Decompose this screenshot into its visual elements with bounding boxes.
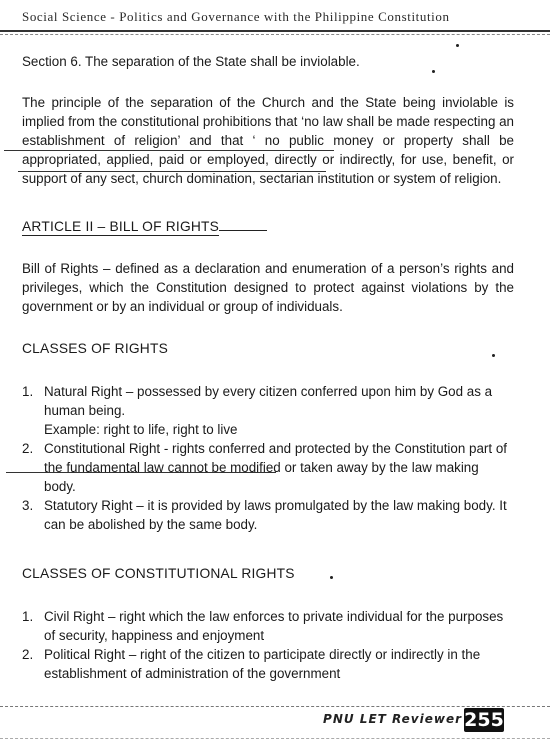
section-6-heading: Section 6. The separation of the State shall be inviolable.: [22, 54, 360, 69]
classes-of-constitutional-rights-heading: CLASSES OF CONSTITUTIONAL RIGHTS: [22, 566, 295, 581]
footer-rule: [0, 706, 550, 707]
list-term: Constitutional Right: [44, 441, 161, 456]
handwritten-underline: [18, 171, 326, 172]
classes-of-rights-heading: CLASSES OF RIGHTS: [22, 341, 168, 356]
list-number: 3.: [22, 498, 34, 513]
list-example: Example: right to life, right to live: [44, 422, 238, 437]
classes-of-constitutional-rights-list: [22, 607, 514, 683]
footer-brand: PNU LET Reviewer: [323, 712, 462, 726]
classes-of-rights-list: [22, 382, 514, 534]
list-term: Civil Right: [44, 609, 105, 624]
header-rule-secondary: [0, 34, 550, 35]
scan-speck: [492, 354, 495, 357]
scan-speck: [330, 576, 333, 579]
bill-of-rights-paragraph: Bill of Rights – defined as a declaration and enumeration of a person’s rights and privileges, which the Constitution designed to protect against violations by the government or by an individual or group of individuals.: [22, 261, 514, 314]
handwritten-strike: [6, 472, 276, 473]
list-number: 2.: [22, 441, 34, 456]
list-item: [22, 496, 514, 534]
page-number-badge: 255: [464, 709, 504, 731]
scan-speck: [432, 70, 435, 73]
list-text: – right which the law enforces to private individual for the purposes of security, happiness and enjoyment: [44, 609, 504, 643]
handwritten-underline: [4, 150, 334, 151]
list-number: 1.: [22, 384, 34, 399]
header-rule: [0, 30, 550, 32]
article-ii-title: ARTICLE II – BILL OF RIGHTS: [22, 219, 220, 234]
list-term: Political Right: [44, 647, 126, 662]
list-item: [22, 645, 514, 683]
list-term: Statutory Right: [44, 498, 133, 513]
list-term: Natural Right: [44, 384, 123, 399]
list-text: – it is provided by laws promulgated by the law making body. It can be abolished by the same body.: [44, 498, 507, 532]
article-title-rule: [219, 218, 267, 231]
list-item: [22, 607, 514, 645]
footer-rule-secondary: [0, 738, 550, 739]
article-ii-heading: [22, 218, 267, 234]
list-number: 1.: [22, 609, 34, 624]
list-text: – right of the citizen to participate directly or indirectly in the establishment of administration of the government: [44, 647, 481, 681]
list-text: - rights conferred and protected by the Constitution part of the fundamental law cannot be modified or taken away by the law making body.: [44, 441, 507, 494]
list-item: [22, 439, 514, 496]
list-text: – possessed by every citizen conferred upon him by God as a human being.: [44, 384, 493, 418]
scan-speck: [456, 44, 459, 47]
running-header: Social Science - Politics and Governance with the Philippine Constitution: [22, 9, 450, 24]
list-item: [22, 382, 514, 439]
section-6-paragraph: The principle of the separation of the Church and the State being inviolable is implied from the constitutional prohibitions that ‘no law shall be made respecting an establishment of religion’ and that ‘ no public money or property shall be appropriated, applied, paid or employed, directly or indirectly, for use, benefit, or support of any sect, church domination, sectarian institution or system of religion.: [22, 95, 515, 186]
list-number: 2.: [22, 647, 34, 662]
